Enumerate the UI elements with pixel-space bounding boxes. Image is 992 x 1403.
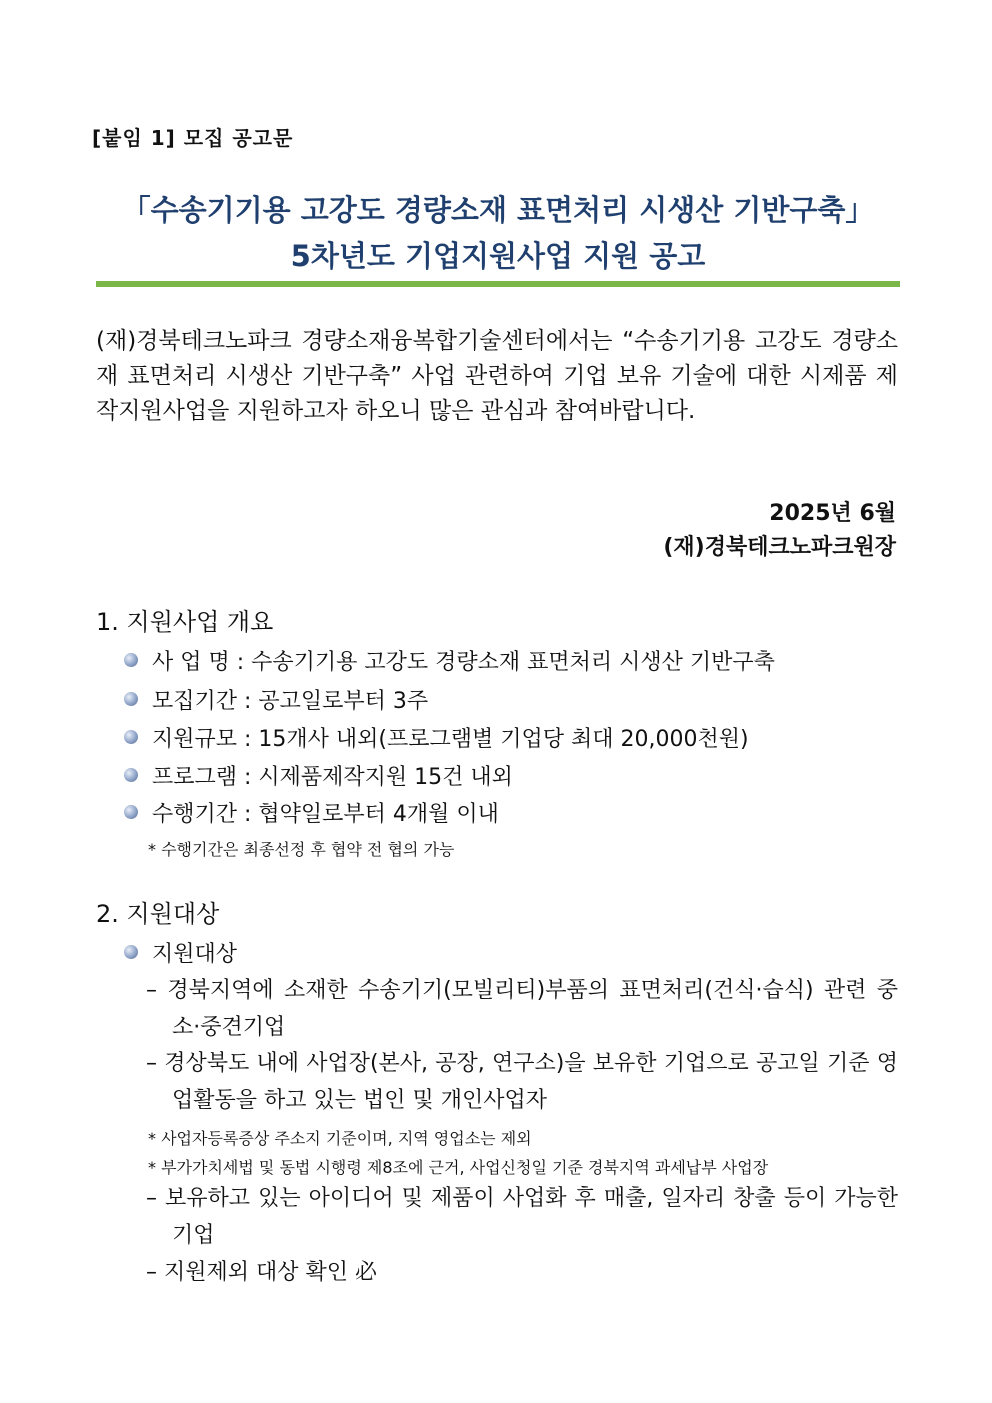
overview-item-business-name [124, 645, 775, 676]
target-note-2: * 부가가치세법 및 동법 시행령 제8조에 근거, 사업신청일 기준 경북지역 과세납부 사업장 [148, 1158, 769, 1177]
target-bullet-text: 지원대상 [152, 942, 238, 967]
overview-item-text: 모집기간 : 공고일로부터 3주 [152, 689, 429, 714]
bullet-icon [124, 805, 138, 819]
target-item-1: – 경북지역에 소재한 수송기기(모빌리티)부품의 표면처리(건식·습식) 관련 중소·중견기업 [146, 978, 898, 1040]
target-bullet [124, 937, 237, 968]
overview-item-execution-period [124, 797, 499, 828]
target-item-3: – 보유하고 있는 아이디어 및 제품이 사업화 후 매출, 일자리 창출 등이 가능한 기업 [146, 1186, 898, 1248]
announcement-date: 2025년 6월 [769, 501, 896, 526]
bullet-icon [124, 692, 138, 706]
section-2-heading: 2. 지원대상 [96, 900, 220, 928]
attachment-label: [붙임 1] 모집 공고문 [92, 126, 294, 150]
overview-item-text: 수행기간 : 협약일로부터 4개월 이내 [152, 802, 499, 827]
overview-item-recruit-period [124, 684, 428, 715]
issuing-organization: (재)경북테크노파크원장 [663, 535, 896, 560]
target-item-4: – 지원제외 대상 확인 必 [146, 1260, 377, 1285]
overview-item-text: 지원규모 : 15개사 내외(프로그램별 기업당 최대 20,000천원) [152, 727, 749, 752]
overview-item-program [124, 760, 513, 791]
target-note-1: * 사업자등록증상 주소지 기준이며, 지역 영업소는 제외 [148, 1129, 532, 1148]
bullet-icon [124, 945, 138, 959]
bullet-icon [124, 730, 138, 744]
intro-paragraph: (재)경북테크노파크 경량소재융복합기술센터에서는 “수송기기용 고강도 경량소재 표면처리 시생산 기반구축” 사업 관련하여 기업 보유 기술에 대한 시제품 제작지원사업을 지원하고자 하오니 많은 관심과 참여바랍니다. [96, 328, 898, 424]
overview-note: * 수행기간은 최종선정 후 협약 전 협의 가능 [148, 840, 455, 859]
title-line-1: 「수송기기용 고강도 경량소재 표면처리 시생산 기반구축」 [121, 193, 875, 227]
overview-item-text: 사 업 명 : 수송기기용 고강도 경량소재 표면처리 시생산 기반구축 [152, 650, 775, 675]
section-1-heading: 1. 지원사업 개요 [96, 608, 274, 636]
title-underline [96, 281, 900, 287]
bullet-icon [124, 653, 138, 667]
title-line-2: 5차년도 기업지원사업 지원 공고 [290, 239, 706, 273]
overview-item-text: 프로그램 : 시제품제작지원 15건 내외 [152, 765, 513, 790]
bullet-icon [124, 768, 138, 782]
target-item-2: – 경상북도 내에 사업장(본사, 공장, 연구소)을 보유한 기업으로 공고일 기준 영업활동을 하고 있는 법인 및 개인사업자 [146, 1051, 898, 1113]
overview-item-support-scale [124, 722, 749, 753]
